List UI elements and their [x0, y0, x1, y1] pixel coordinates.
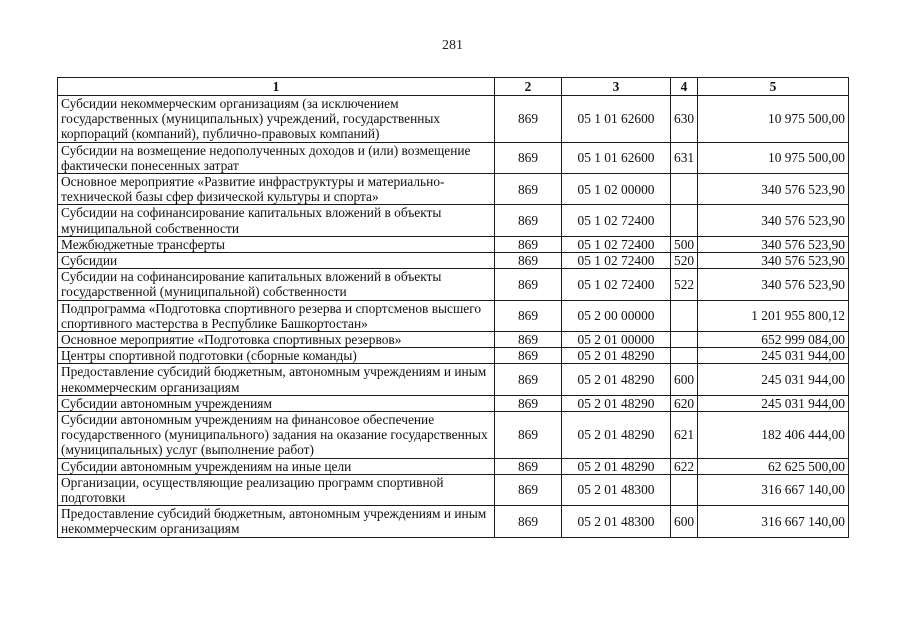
header-row: [58, 78, 849, 96]
row-sum: 340 576 523,90: [698, 205, 849, 236]
page-number: 281: [442, 38, 463, 53]
row-sum: 10 975 500,00: [698, 142, 849, 173]
table-row: [58, 236, 849, 252]
row-sum: 182 406 444,00: [698, 412, 849, 459]
table-row: [58, 269, 849, 300]
row-sum: 652 999 084,00: [698, 332, 849, 348]
row-sum: 10 975 500,00: [698, 96, 849, 143]
row-grbs: 869: [495, 395, 562, 411]
row-csr: 05 2 01 00000: [562, 332, 671, 348]
row-csr: 05 2 01 48300: [562, 506, 671, 537]
table-row: [58, 474, 849, 505]
table-row: [58, 395, 849, 411]
row-sum: 316 667 140,00: [698, 506, 849, 537]
table-row: [58, 348, 849, 364]
row-csr: 05 1 02 72400: [562, 253, 671, 269]
table-row: [58, 300, 849, 331]
row-vr: [671, 174, 698, 205]
row-sum: 62 625 500,00: [698, 458, 849, 474]
budget-table: [57, 77, 849, 538]
row-name: Субсидии автономным учреждениям: [58, 395, 495, 411]
row-name: Субсидии: [58, 253, 495, 269]
row-vr: 622: [671, 458, 698, 474]
row-name: Центры спортивной подготовки (сборные команды): [58, 348, 495, 364]
row-grbs: 869: [495, 474, 562, 505]
row-csr: 05 2 01 48290: [562, 412, 671, 459]
table-row: [58, 506, 849, 537]
table-row: [58, 458, 849, 474]
row-vr: [671, 348, 698, 364]
row-sum: 245 031 944,00: [698, 348, 849, 364]
row-sum: 1 201 955 800,12: [698, 300, 849, 331]
row-grbs: 869: [495, 96, 562, 143]
row-csr: 05 2 01 48290: [562, 364, 671, 395]
row-name: Подпрограмма «Подготовка спортивного резерва и спортсменов высшего спортивного мастерства в Республике Башкортостан»: [58, 300, 495, 331]
row-name: Субсидии на софинансирование капитальных вложений в объекты муниципальной собственности: [58, 205, 495, 236]
row-vr: 520: [671, 253, 698, 269]
row-sum: 340 576 523,90: [698, 236, 849, 252]
table-row: [58, 412, 849, 459]
row-vr: [671, 332, 698, 348]
row-csr: 05 1 02 72400: [562, 236, 671, 252]
row-vr: [671, 474, 698, 505]
row-name: Предоставление субсидий бюджетным, автономным учреждениям и иным некоммерческим организациям: [58, 506, 495, 537]
row-vr: 522: [671, 269, 698, 300]
table-row: [58, 174, 849, 205]
row-grbs: 869: [495, 300, 562, 331]
table-row: [58, 142, 849, 173]
row-grbs: 869: [495, 506, 562, 537]
row-grbs: 869: [495, 174, 562, 205]
row-grbs: 869: [495, 332, 562, 348]
row-name: Субсидии автономным учреждениям на иные цели: [58, 458, 495, 474]
row-grbs: 869: [495, 236, 562, 252]
row-grbs: 869: [495, 412, 562, 459]
row-name: Межбюджетные трансферты: [58, 236, 495, 252]
row-sum: 340 576 523,90: [698, 253, 849, 269]
row-vr: 631: [671, 142, 698, 173]
row-vr: 620: [671, 395, 698, 411]
row-sum: 316 667 140,00: [698, 474, 849, 505]
row-grbs: 869: [495, 253, 562, 269]
row-grbs: 869: [495, 348, 562, 364]
header-col-4: 4: [671, 78, 698, 96]
row-csr: 05 2 01 48290: [562, 395, 671, 411]
row-sum: 340 576 523,90: [698, 269, 849, 300]
row-grbs: 869: [495, 269, 562, 300]
row-grbs: 869: [495, 364, 562, 395]
row-vr: 600: [671, 364, 698, 395]
row-grbs: 869: [495, 458, 562, 474]
table-row: [58, 205, 849, 236]
row-csr: 05 1 01 62600: [562, 142, 671, 173]
row-csr: 05 2 01 48290: [562, 458, 671, 474]
table-row: [58, 253, 849, 269]
header-col-1: 1: [58, 78, 495, 96]
row-name: Основное мероприятие «Подготовка спортивных резервов»: [58, 332, 495, 348]
row-name: Предоставление субсидий бюджетным, автономным учреждениям и иным некоммерческим организациям: [58, 364, 495, 395]
row-grbs: 869: [495, 142, 562, 173]
row-vr: 630: [671, 96, 698, 143]
row-vr: [671, 300, 698, 331]
row-grbs: 869: [495, 205, 562, 236]
header-col-3: 3: [562, 78, 671, 96]
header-col-2: 2: [495, 78, 562, 96]
row-csr: 05 1 01 62600: [562, 96, 671, 143]
row-name: Субсидии автономным учреждениям на финансовое обеспечение государственного (муниципального) задания на оказание государственных (муниципальных) услуг (выполнение работ): [58, 412, 495, 459]
row-vr: 500: [671, 236, 698, 252]
row-sum: 340 576 523,90: [698, 174, 849, 205]
row-csr: 05 2 01 48300: [562, 474, 671, 505]
row-name: Основное мероприятие «Развитие инфраструктуры и материально-технической базы сфер физической культуры и спорта»: [58, 174, 495, 205]
row-csr: 05 1 02 00000: [562, 174, 671, 205]
row-csr: 05 1 02 72400: [562, 269, 671, 300]
row-csr: 05 2 00 00000: [562, 300, 671, 331]
row-vr: 600: [671, 506, 698, 537]
row-name: Субсидии некоммерческим организациям (за исключением государственных (муниципальных) учреждений, государственных корпораций (компаний), публично-правовых компаний): [58, 96, 495, 143]
header-col-5: 5: [698, 78, 849, 96]
row-name: Субсидии на возмещение недополученных доходов и (или) возмещение фактически понесенных затрат: [58, 142, 495, 173]
row-vr: [671, 205, 698, 236]
row-csr: 05 1 02 72400: [562, 205, 671, 236]
table-row: [58, 96, 849, 143]
row-vr: 621: [671, 412, 698, 459]
table-row: [58, 332, 849, 348]
row-name: Субсидии на софинансирование капитальных вложений в объекты государственной (муниципальной) собственности: [58, 269, 495, 300]
row-name: Организации, осуществляющие реализацию программ спортивной подготовки: [58, 474, 495, 505]
table-row: [58, 364, 849, 395]
row-sum: 245 031 944,00: [698, 395, 849, 411]
row-csr: 05 2 01 48290: [562, 348, 671, 364]
row-sum: 245 031 944,00: [698, 364, 849, 395]
